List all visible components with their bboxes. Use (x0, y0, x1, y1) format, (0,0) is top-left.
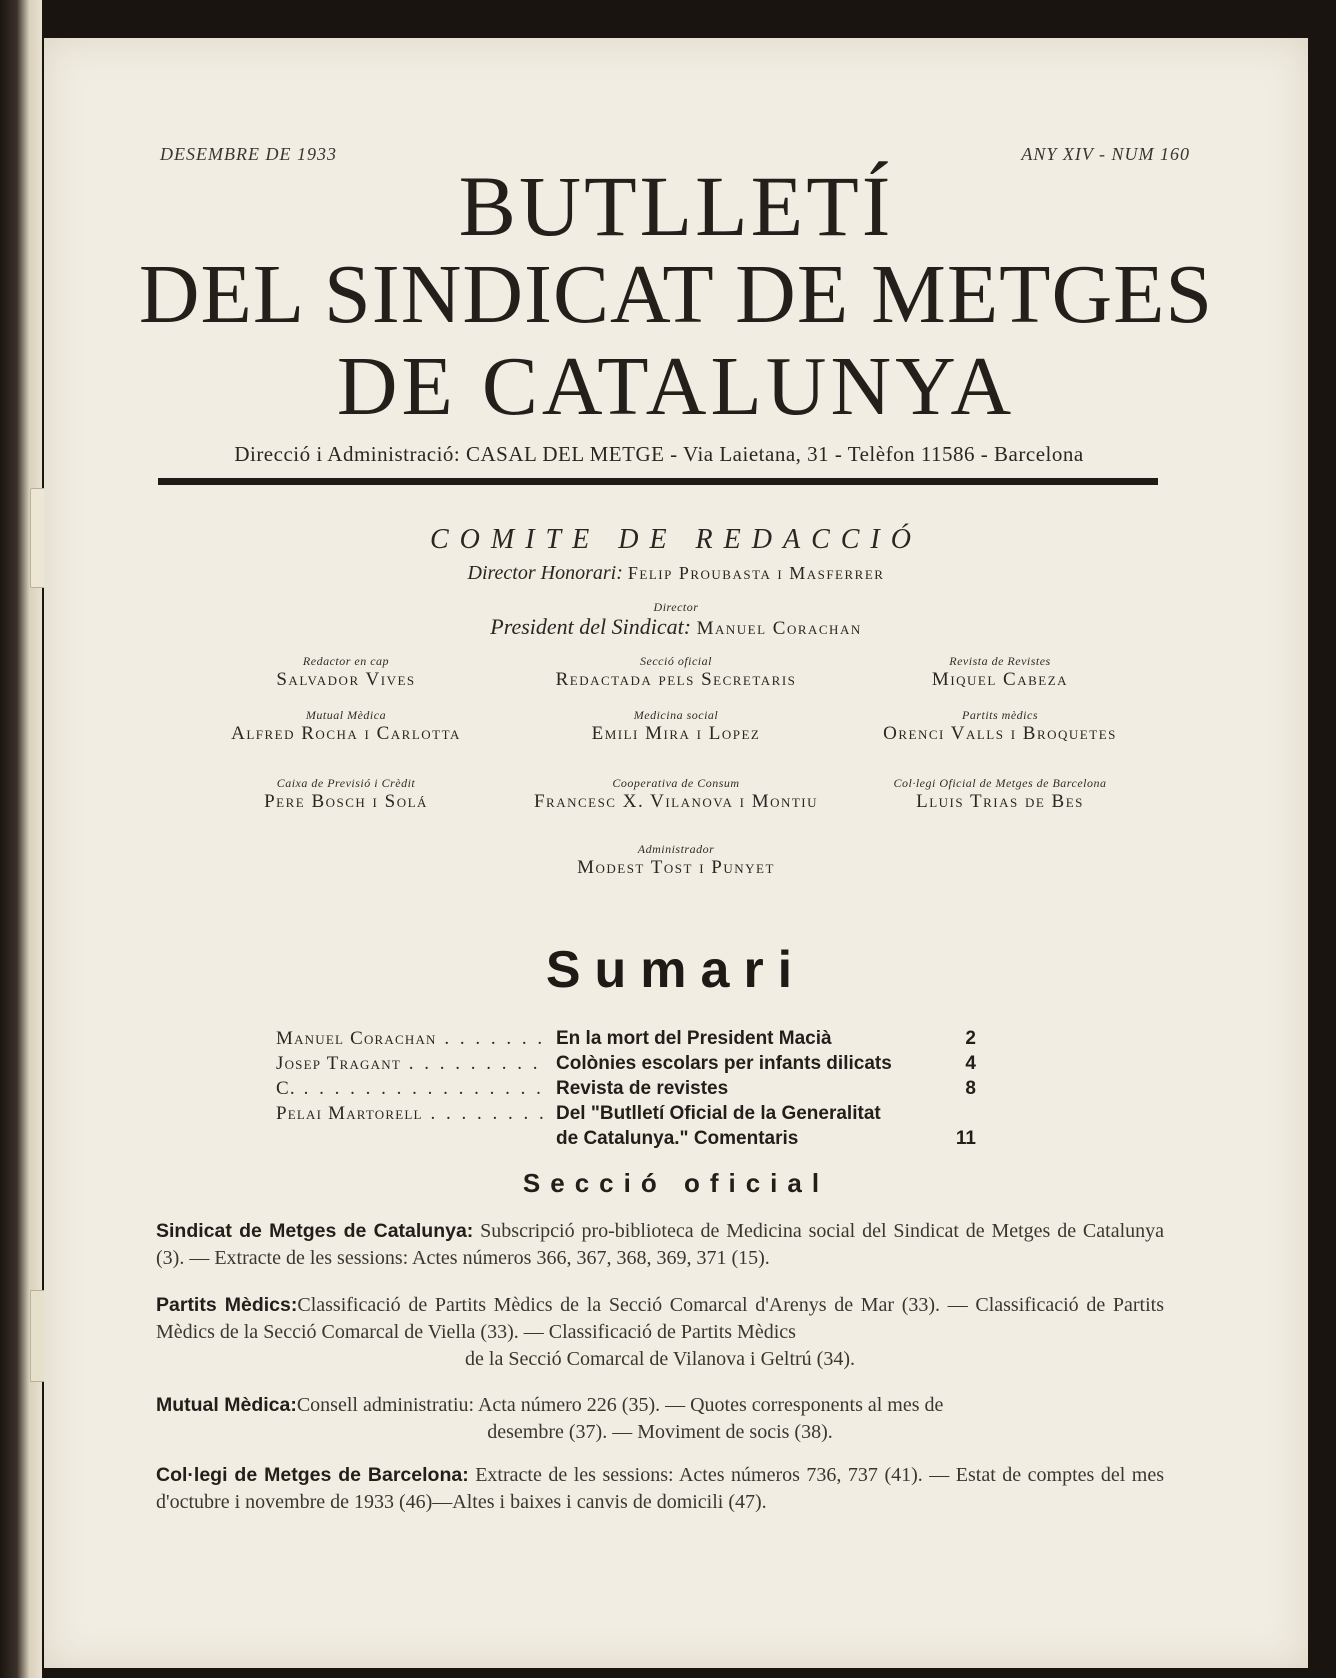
toc-entry-continuation[interactable] (276, 1128, 1056, 1153)
official-paragraph (156, 1462, 1164, 1516)
toc-entry[interactable] (276, 1103, 1056, 1128)
official-paragraph (156, 1218, 1164, 1272)
toc-entry[interactable] (276, 1078, 1056, 1103)
toc-title: Del "Butlletí Oficial de la Generalitat (556, 1103, 881, 1124)
member-role: Redactor en cap (302, 654, 390, 668)
member-role: Secció oficial (640, 654, 712, 668)
toc-page: 11 (955, 1128, 976, 1149)
committee-member (820, 654, 1180, 691)
honorary-director-label: Director Honorari: (467, 562, 623, 584)
honorary-director-name: Felip Proubasta i Masferrer (627, 563, 885, 583)
committee-member (166, 708, 526, 745)
member-name: Francesc X. Vilanova i Montiu (533, 791, 819, 812)
paragraph-text: Extracte de les sessions: Actes números 736, 737 (41). — Estat de comptes del mes d'octubre i novembre de 1933 (46)—Altes i baixes i canvis de domicili (47). (156, 1464, 1165, 1513)
toc-title: de Catalunya." Comentaris (556, 1128, 799, 1149)
committee-member (820, 708, 1180, 745)
paragraph-lead: Col·legi de Metges de Barcelona: (156, 1464, 469, 1486)
paragraph-continuation: desembre (37). — Moviment de socis (38). (487, 1421, 833, 1443)
toc-title: Revista de revistes (556, 1078, 729, 1099)
paragraph-text: Classificació de Partits Mèdics de la Secció Comarcal d'Arenys de Mar (33). — Classificació de Partits Mèdics de la Secció Comarcal de Viella (33). — Classificació de Partits Mèdics (156, 1294, 1164, 1343)
committee-member (496, 776, 856, 813)
paragraph-text: Consell administratiu: Acta número 226 (35). — Quotes corresponents al mes de (296, 1394, 944, 1416)
toc-title: En la mort del President Macià (556, 1028, 832, 1049)
paragraph-continuation: de la Secció Comarcal de Vilanova i Geltrú (34). (465, 1348, 855, 1370)
toc-page: 8 (965, 1078, 976, 1099)
president-label: President del Sindicat: (490, 614, 692, 639)
committee-member (166, 654, 526, 691)
masthead-title-line1: BUTLLETÍ (458, 158, 894, 254)
president-name: Manuel Corachan (696, 618, 862, 639)
binding-edge (0, 0, 42, 1678)
toc-author: Pelai Martorell . . . (276, 1103, 546, 1125)
masthead-title-line2: DEL SINDICAT DE METGES (138, 248, 1214, 341)
administrator-label: Administrador (637, 842, 715, 856)
issue-number: ANY XIV - NUM 160 (1021, 144, 1190, 164)
masthead-title-line3: DE CATALUNYA (336, 340, 1016, 433)
member-name: Orenci Valls i Broquetes (883, 723, 1117, 744)
member-name: Miquel Cabeza (931, 669, 1069, 690)
page (44, 38, 1308, 1668)
member-name: Redactada pels Secretaris (555, 669, 797, 690)
toc-title: Colònies escolars per infants dilicats (556, 1053, 892, 1074)
paragraph-text: Subscripció pro-biblioteca de Medicina social del Sindicat de Metges de Catalunya (3). — Extracte de les sessions: Actes números 366, 367, 368, 369, 371 (15). (156, 1220, 1165, 1269)
member-name: Emili Mira i Lopez (591, 723, 761, 744)
official-paragraph (156, 1392, 1164, 1446)
committee-member (496, 654, 856, 691)
official-section-heading: Secció oficial (522, 1168, 830, 1198)
administrator-name: Modest Tost i Punyet (577, 857, 775, 878)
member-role: Col·legi Oficial de Metges de Barcelona (893, 776, 1107, 790)
paragraph-lead: Mutual Mèdica: (156, 1394, 297, 1416)
committee-member (496, 708, 856, 745)
toc-author: Manuel Corachan . . . (276, 1028, 546, 1050)
toc-page: 4 (965, 1053, 976, 1074)
toc-author: C. . . . (276, 1078, 546, 1100)
member-role: Mutual Mèdica (305, 708, 387, 722)
member-name: Pere Bosch i Solá (264, 791, 428, 812)
toc-entry[interactable] (276, 1028, 1056, 1053)
honorary-director-line (44, 562, 1308, 585)
member-role: Revista de Revistes (949, 654, 1051, 668)
member-name: Salvador Vives (276, 669, 416, 690)
committee-member (820, 776, 1180, 813)
issue-date: DESEMBRE DE 1933 (160, 144, 337, 164)
member-role: Cooperativa de Consum (612, 776, 740, 790)
member-role: Medicina social (633, 708, 719, 722)
president-line (44, 614, 1308, 640)
paragraph-lead: Sindicat de Metges de Catalunya: (156, 1220, 474, 1242)
address-line: Direcció i Administració: CASAL DEL METGE - Via Laietana, 31 - Telèfon 11586 - Barcelona (234, 442, 1084, 466)
member-name: Lluis Trias de Bes (916, 791, 1084, 812)
header-rule (158, 478, 1158, 485)
member-role: Caixa de Previsió i Crèdit (276, 776, 416, 790)
summary-heading: Sumari (545, 941, 807, 999)
member-name: Alfred Rocha i Carlotta (231, 723, 461, 744)
committee-heading: COMITE DE REDACCIÓ (430, 524, 922, 555)
toc-page: 2 (965, 1028, 976, 1049)
member-role: Partits mèdics (962, 708, 1038, 722)
director-label: Director (653, 600, 699, 614)
toc-entry[interactable] (276, 1053, 1056, 1078)
toc-author: Josep Tragant . . . (276, 1053, 546, 1075)
committee-member (166, 776, 526, 813)
administrator (496, 842, 856, 879)
official-paragraph (156, 1292, 1164, 1373)
paragraph-lead: Partits Mèdics: (156, 1294, 298, 1316)
